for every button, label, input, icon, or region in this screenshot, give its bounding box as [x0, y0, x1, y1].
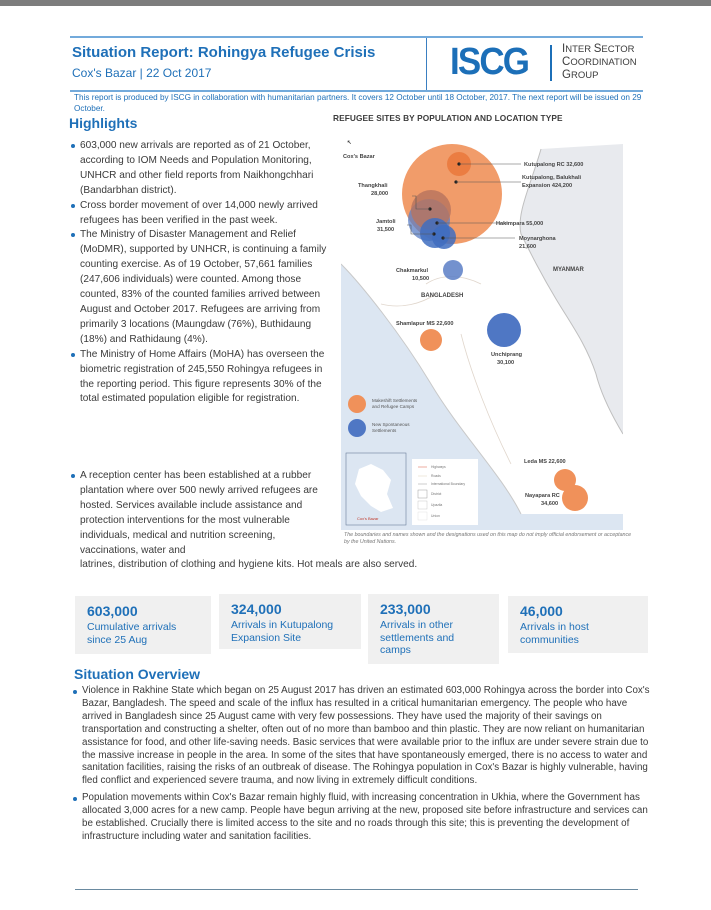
overview-list	[72, 685, 652, 848]
bullet-icon	[71, 474, 75, 478]
stat-value: 233,000	[380, 601, 431, 617]
highlight-item: 603,000 new arrivals are reported as of 21 October, according to IOM Needs and Population Monitoring, UNHCR and other field reports from Naikhongchhari (Bandarbhan district).	[70, 139, 332, 199]
org-name-cap: S	[593, 43, 602, 55]
label-unchiprang-value: 30,100	[497, 360, 515, 366]
stat-card	[368, 594, 499, 664]
stat-card	[75, 596, 211, 654]
arrow-icon: ↖	[347, 140, 352, 146]
iscg-logo: ISCG	[450, 41, 529, 83]
stat-card	[219, 594, 361, 649]
label-unchiprang: Unchiprang	[491, 352, 523, 358]
inset-label-coxs-bazar: Cox's Bazar	[357, 516, 379, 521]
label-nayapara-value: 34,600	[541, 501, 559, 507]
label-jamtoli-value: 31,500	[377, 227, 395, 233]
highlights-heading: Highlights	[69, 115, 138, 131]
header-divider	[426, 38, 427, 90]
stat-card	[508, 596, 648, 653]
legend-intl-boundary: International Boundary	[431, 482, 466, 486]
stat-value: 46,000	[520, 603, 563, 619]
stat-label: Cumulative arrivals since 25 Aug	[87, 621, 177, 646]
stat-label: Arrivals in Kutupalong Expansion Site	[231, 619, 334, 644]
org-name-cap: G	[562, 69, 571, 81]
label-shamlapur: Shamlapur MS 22,600	[396, 321, 454, 327]
map-title: REFUGEE SITES BY POPULATION AND LOCATION TYPE	[333, 113, 563, 123]
label-chakmarkul-value: 10,500	[412, 276, 430, 282]
org-name-cap: C	[562, 56, 571, 68]
highlights-list	[70, 139, 332, 407]
highlight-item: Cross border movement of over 14,000 newly arrived refugees has been verified in the past week.	[70, 199, 332, 229]
stat-value: 324,000	[231, 601, 282, 617]
label-thangkhali: Thangkhali	[358, 183, 388, 189]
legend-makeshift-label-2: and Refugee Camps	[372, 404, 415, 409]
site-chakmarkul	[443, 260, 463, 280]
legend-spontaneous-label: New Spontaneous	[372, 422, 410, 427]
legend-highways: Highways	[431, 465, 446, 469]
label-bangladesh: BANGLADESH	[421, 293, 464, 299]
legend-spontaneous-label-2: Settlements	[372, 428, 397, 433]
legend-makeshift-label: Makeshift Settlements	[372, 398, 418, 403]
report-subtitle: Cox's Bazar | 22 Oct 2017	[72, 66, 212, 80]
highlight-text-tail: latrines, distribution of clothing and hygiene kits. Hot meals are also served.	[80, 559, 418, 571]
stat-label: Arrivals in host communities	[520, 621, 589, 646]
label-coxs-bazar: Cox's Bazar	[343, 154, 375, 160]
highlight-text: A reception center has been established at a rubber plantation where over 500 newly arrived refugees are hosted. Services available include assistance and protection interventions for the most vulnerable individuals, medical and nutrition screening, vaccinations, water and	[80, 470, 318, 556]
label-moynarghona-value: 21,600	[519, 244, 537, 250]
org-name-part: ECTOR	[601, 44, 635, 55]
legend-district: District	[431, 492, 442, 496]
map-graphic	[341, 134, 623, 530]
legend-makeshift-swatch	[348, 395, 366, 413]
site-nayapara	[562, 485, 588, 511]
label-chakmarkul: Chakmarkul	[396, 268, 429, 274]
org-name-part: NTER	[565, 44, 594, 55]
legend-union: Union	[431, 514, 440, 518]
label-myanmar: MYANMAR	[553, 267, 584, 273]
label-nayapara: Nayapara RC	[525, 493, 560, 499]
legend-spontaneous-swatch	[348, 419, 366, 437]
label-hakimpara: Hakimpara 55,000	[496, 221, 544, 227]
refugee-sites-map	[333, 112, 623, 542]
footer-rule	[75, 889, 638, 890]
org-name-part: ROUP	[570, 70, 599, 81]
overview-item: Violence in Rakhine State which began on 25 August 2017 has driven an estimated 603,000 Rohingya across the border into Cox's Bazar, Bangladesh. The speed and scale of the influx has resulted in a critical humanitarian emergency. The people who have arrived in Bangladesh since 25 August came with very few possessions. They have used the majority of their savings on transportation and constructing a shelter, often out of no more than bamboo and thin plastic. They are now reliant on humanitarian assistance for food, and other life-saving needs. Basic services that were available prior to the influx are under severe strain due to the massive increase in people in the area. In some of the sites that have spontaneously emerged, there is no access to water and sanitation facilities, raising the risks of an outbreak of disease. The Rohingya population in Cox's Bazar is highly vulnerable, having fled conflict and experienced severe trauma, and now living in extremely difficult conditions.	[72, 685, 652, 788]
label-kutupalong-exp: Kutupalong, Balukhali	[522, 175, 582, 181]
label-moynarghona: Moynarghona	[519, 236, 556, 242]
stat-value: 603,000	[87, 603, 138, 619]
label-thangkhali-value: 28,000	[371, 191, 389, 197]
label-kutupalong-exp-value: Expansion 424,200	[522, 183, 573, 189]
org-name-cap: I	[562, 43, 566, 55]
report-intro: This report is produced by ISCG in collaboration with humanitarian partners. It covers 12 October until 18 October, 2017. The next report will be issued on 29 October.	[74, 93, 642, 113]
site-shamlapur	[420, 329, 442, 351]
top-bar	[0, 0, 711, 6]
overview-item: Population movements within Cox's Bazar remain highly fluid, with increasing concentration in Ukhia, where the Government has allocated 3,000 acres for a new camp. People have begun arriving at the new, proposed site before infrastructure and services can be established. Crucially there is limited access to the site and no roads through this site; this is preventing the development of infrastructure including water and sanitation facilities.	[72, 792, 652, 844]
label-kutupalong-rc: Kutupalong RC 32,600	[524, 162, 584, 168]
overview-heading: Situation Overview	[74, 666, 201, 682]
report-title: Situation Report: Rohingya Refugee Crisis	[72, 44, 376, 61]
highlight-item: The Ministry of Disaster Management and Relief (MoDMR), supported by UNHCR, is continuing a family counting exercise. As of 19 October, 57,661 families (247,606 individuals) were counted. Among those counted, 83% of the counted families arrived between August and October 2017. Refugees are arriving from primarily 3 locations (Maungdaw (76%), Buthidaung (18%) and Rathidaung (4%).	[70, 228, 332, 347]
label-jamtoli: Jamtoli	[376, 219, 396, 225]
legend-roads: Roads	[431, 474, 441, 478]
legend-upazila: Upazila	[431, 503, 443, 507]
site-unchiprang	[487, 313, 521, 347]
org-name-part: OORDINATION	[570, 57, 637, 68]
highlight-item: The Ministry of Home Affairs (MoHA) has overseen the biometric registration of 245,550 Rohingya refugees in the reporting period. This figure represents 30% of the total estimated population eligible for registration.	[70, 348, 332, 408]
map-disclaimer: The boundaries and names shown and the designations used on this map do not imply official endorsement or acceptance by the United Nations.	[344, 532, 632, 545]
header-rule-top	[70, 36, 643, 38]
label-leda: Leda MS 22,600	[524, 459, 566, 465]
logo-divider	[550, 45, 552, 81]
stat-label: Arrivals in other settlements and camps	[380, 619, 455, 656]
org-name	[562, 43, 637, 82]
